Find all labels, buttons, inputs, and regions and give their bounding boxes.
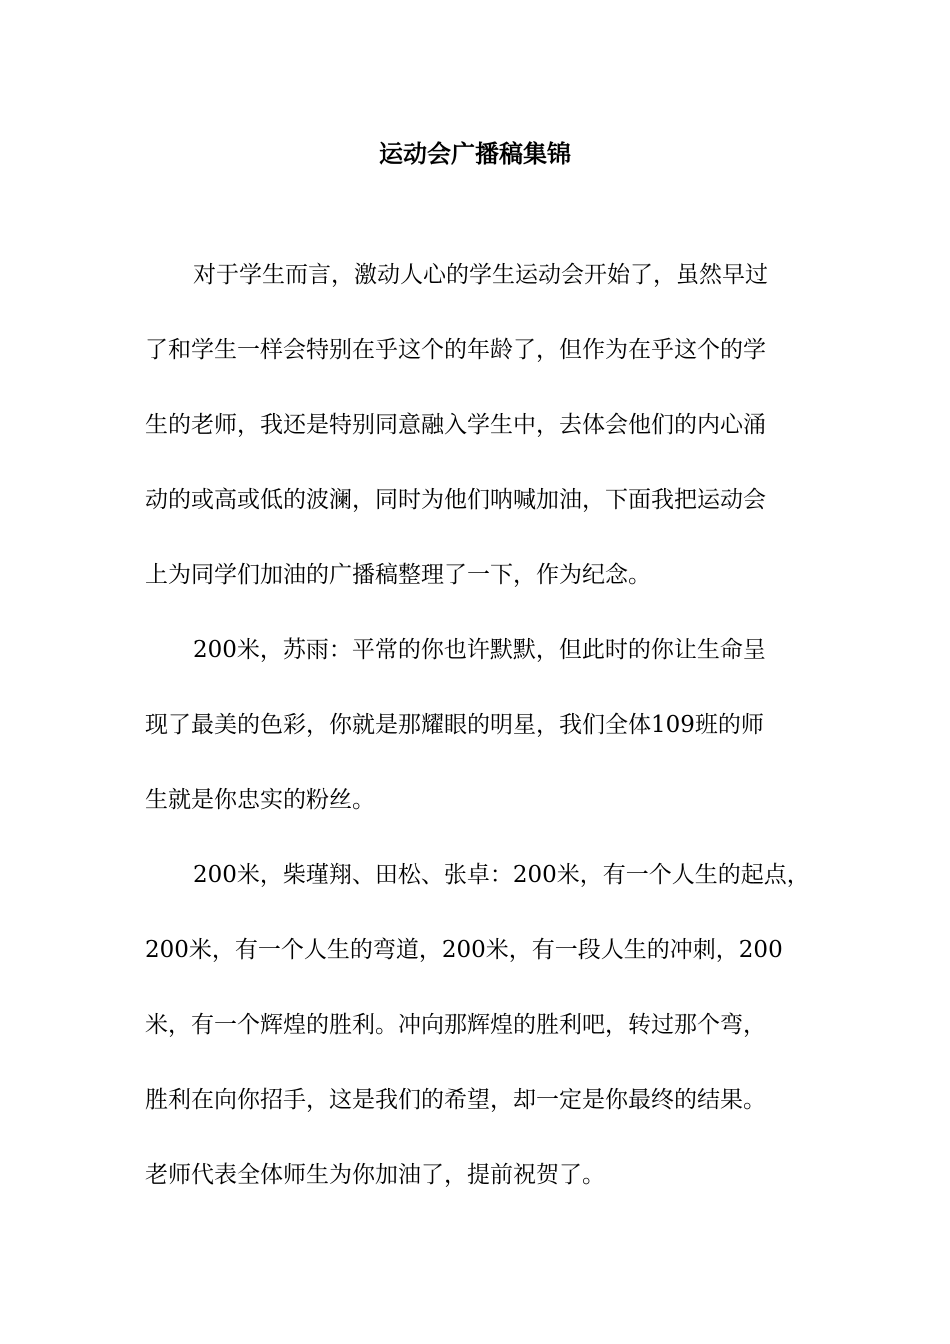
paragraph-line: 胜利在向你招手，这是我们的希望，却一定是你最终的结果。 [145, 1087, 766, 1113]
paragraph-line: 生就是你忠实的粉丝。 [145, 787, 375, 813]
paragraph-line: 现了最美的色彩，你就是那耀眼的明星，我们全体109班的师 [145, 712, 764, 738]
paragraph-line: 生的老师，我还是特别同意融入学生中，去体会他们的内心涌 [145, 412, 766, 438]
paragraph-line: 老师代表全体师生为你加油了，提前祝贺了。 [145, 1162, 605, 1188]
paragraph-line: 上为同学们加油的广播稿整理了一下，作为纪念。 [145, 562, 651, 588]
paragraph-line: 动的或高或低的波澜，同时为他们呐喊加油，下面我把运动会 [145, 487, 766, 513]
paragraph-line: 200米，柴瑾翔、田松、张卓：200米，有一个人生的起点， [193, 862, 810, 888]
paragraph-line: 200米，有一个人生的弯道，200米，有一段人生的冲刺，200 [145, 937, 783, 963]
paragraph-line: 了和学生一样会特别在乎这个的年龄了，但作为在乎这个的学 [145, 337, 766, 363]
document-title: 运动会广播稿集锦 [379, 139, 571, 168]
paragraph-line: 对于学生而言，激动人心的学生运动会开始了，虽然早过 [193, 262, 768, 288]
paragraph-line: 200米，苏雨：平常的你也许默默，但此时的你让生命呈 [193, 637, 766, 663]
paragraph-line: 米，有一个辉煌的胜利。冲向那辉煌的胜利吧，转过那个弯， [145, 1012, 766, 1038]
